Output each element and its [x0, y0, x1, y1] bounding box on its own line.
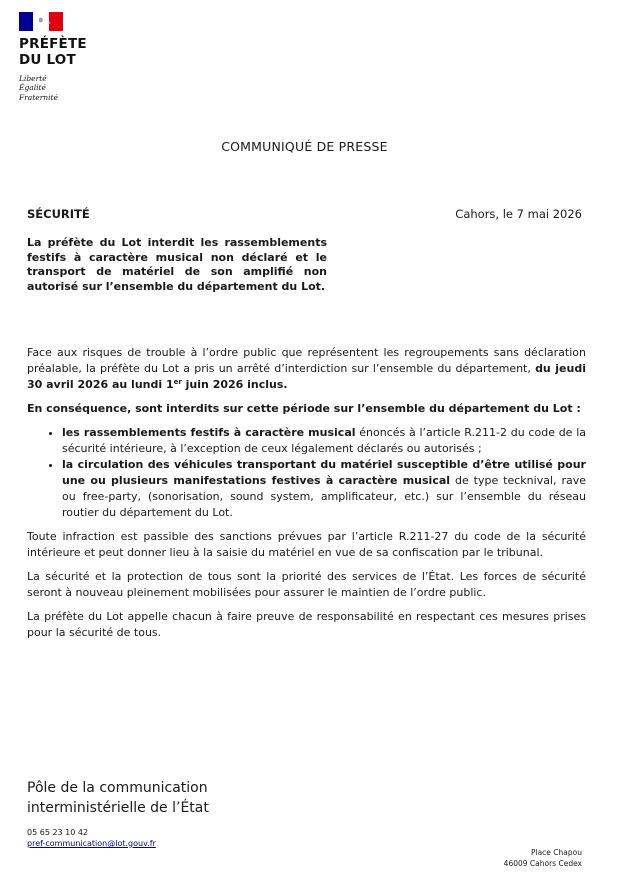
period-dates-b: juin 2026 inclus. — [181, 378, 288, 391]
institution-line-2: DU LOT — [19, 52, 76, 68]
paragraph-security: La sécurité et la protection de tous sont la priorité des services de l’État. Les forces de sécurité seront à nouveau pleinement mobilisées pour assurer le maintien de l’ordre public. — [27, 570, 586, 599]
communication-pole — [27, 779, 209, 818]
contact-email-link[interactable]: pref-communication@lot.gouv.fr — [27, 839, 156, 848]
consequence-text: En conséquence, sont interdits sur cette période sur l’ensemble du département du Lot : — [27, 402, 581, 415]
motto-fraternite: Fraternité — [19, 92, 58, 102]
period-dates-a: du jeudi 30 avril 2026 au lundi 1 — [27, 362, 586, 391]
motto-liberte: Liberté — [19, 74, 47, 83]
pole-line-2: interministérielle de l’État — [27, 799, 209, 816]
contact-info — [27, 827, 156, 849]
paragraph-appeal: La préfète du Lot appelle chacun à faire preuve de responsabilité en respectant ces mesures prises pour la sécurité de tous. — [27, 610, 586, 639]
lead-summary: La préfète du Lot interdit les rassemblements festifs à caractère musical non déclaré et le transport de matériel de son amplifié non autorisé sur l’ensemble du département du Lot. — [27, 236, 327, 293]
section-heading: SÉCURITÉ — [27, 207, 90, 221]
institution-line-1: PRÉFÈTE — [19, 36, 87, 52]
bullet-1-bold: les rassemblements festifs à caractère musical — [62, 426, 356, 439]
address-line-2: 46009 Cahors Cedex — [503, 858, 582, 868]
institution-name — [19, 36, 87, 68]
republic-motto — [19, 74, 58, 102]
dateline: Cahors, le 7 mai 2026 — [455, 207, 582, 221]
list-item — [62, 425, 586, 457]
paragraph-sanctions: Toute infraction est passible des sanctions prévues par l’article R.211-27 du code de la sécurité intérieure et peut donner lieu à la saisie du matériel en vue de sa confiscation par le tribunal. — [27, 530, 586, 559]
paragraph-consequence — [27, 401, 586, 417]
bullet-2-text: de type tecknival, rave ou free-party, (sonorisation, sound system, amplificateur, etc.) sur l’ensemble du réseau routier du département du Lot. — [62, 474, 586, 519]
list-item — [62, 457, 586, 521]
address-line-1: Place Chapou — [530, 848, 582, 857]
pole-line-1: Pôle de la communication — [27, 780, 208, 796]
press-release-body — [27, 345, 586, 649]
document-title: COMMUNIQUÉ DE PRESSE — [221, 139, 388, 154]
period-sup: er — [173, 378, 182, 386]
prohibitions-list — [27, 425, 586, 521]
bullet-2-bold: la circulation des véhicules transportant du matériel susceptible d’être utilisé pour une ou plusieurs manifestations festives à caractère musical — [62, 458, 586, 487]
bullet-1-text: énoncés à l’article R.211-2 du code de la sécurité intérieure, à l’exception de ceux légalement déclarés ou autorisés ; — [62, 426, 586, 455]
motto-egalite: Égalité — [19, 83, 46, 93]
contact-phone: 05 65 23 10 42 — [27, 828, 89, 837]
paragraph-context-text: Face aux risques de trouble à l’ordre public que représentent les regroupements sans déclaration préalable, la préfète du Lot a pris un arrêté d’interdiction sur l’ensemble du département, — [27, 346, 586, 375]
paragraph-context — [27, 345, 586, 393]
marianne-flag-icon — [19, 12, 63, 31]
postal-address — [504, 848, 582, 869]
